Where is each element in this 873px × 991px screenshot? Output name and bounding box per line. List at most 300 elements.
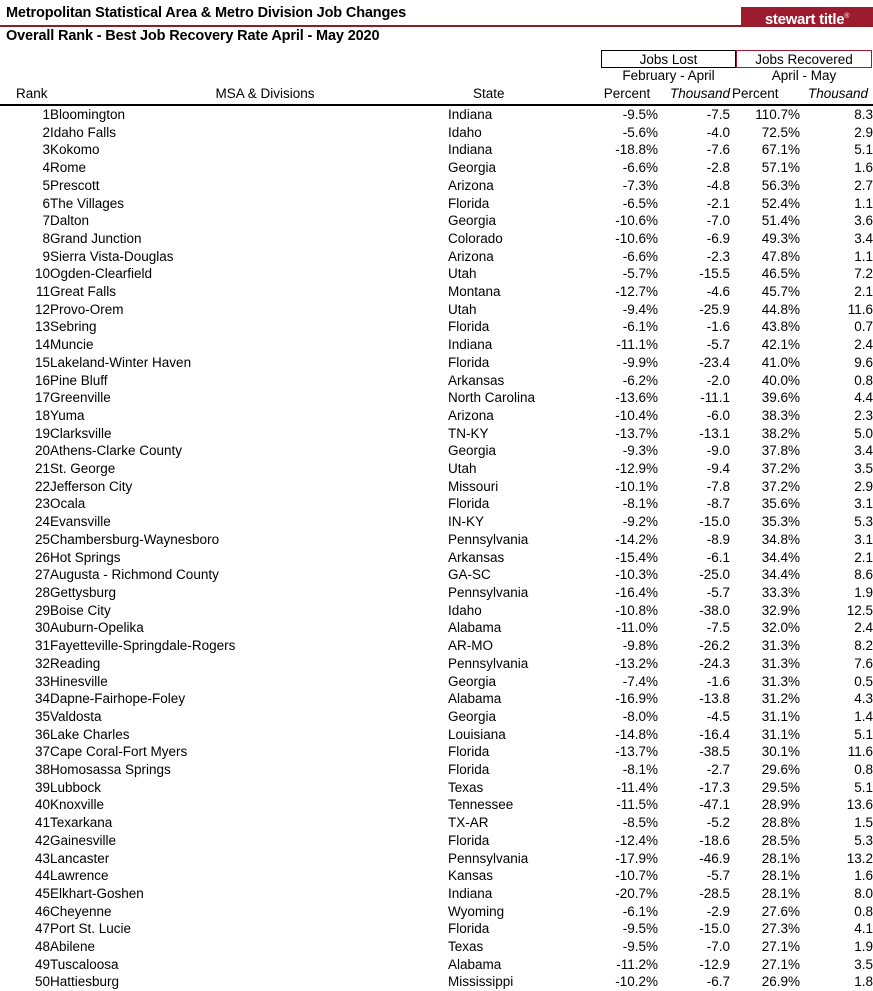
cell-recovered-thousand: 2.9	[854, 478, 873, 494]
cell-lost-thousand: -38.0	[699, 602, 730, 618]
job-changes-table	[0, 106, 873, 991]
cell-state: Tennessee	[448, 797, 514, 813]
cell-recovered-thousand: 5.3	[854, 832, 873, 848]
cell-recovered-percent: 38.3%	[761, 407, 800, 423]
cell-rank: 5	[42, 177, 50, 193]
cell-rank: 7	[42, 213, 50, 229]
table-row	[0, 761, 873, 779]
cell-state: Florida	[448, 319, 490, 335]
cell-recovered-percent: 27.3%	[761, 921, 800, 937]
cell-lost-thousand: -5.2	[706, 815, 730, 831]
cell-state: Idaho	[448, 602, 482, 618]
cell-lost-thousand: -25.9	[699, 301, 730, 317]
cell-state: Arkansas	[448, 372, 505, 388]
cell-lost-thousand: -23.4	[699, 354, 730, 370]
cell-state: TN-KY	[448, 425, 489, 441]
table-row	[0, 460, 873, 478]
cell-recovered-thousand: 7.2	[854, 266, 873, 282]
cell-lost-percent: -7.3%	[622, 177, 658, 193]
cell-rank: 40	[34, 797, 50, 813]
cell-msa: Abilene	[50, 939, 96, 955]
column-header-msa-divisions: MSA & Divisions	[215, 86, 315, 101]
cell-state: Montana	[448, 284, 501, 300]
cell-lost-thousand: -4.6	[706, 284, 730, 300]
cell-rank: 28	[34, 584, 50, 600]
cell-rank: 32	[34, 655, 50, 671]
cell-state: Georgia	[448, 673, 497, 689]
cell-lost-thousand: -16.4	[699, 726, 730, 742]
cell-recovered-percent: 43.8%	[761, 319, 800, 335]
cell-msa: Reading	[50, 655, 101, 671]
cell-rank: 33	[34, 673, 50, 689]
cell-msa: Sebring	[50, 319, 97, 335]
column-period-row	[0, 68, 873, 86]
cell-lost-thousand: -2.7	[706, 762, 730, 778]
cell-lost-thousand: -4.0	[706, 124, 730, 140]
cell-msa: Yuma	[50, 407, 85, 423]
table-row	[0, 867, 873, 885]
cell-rank: 43	[34, 850, 50, 866]
cell-lost-thousand: -7.0	[706, 213, 730, 229]
cell-recovered-thousand: 1.9	[854, 939, 873, 955]
cell-recovered-percent: 56.3%	[761, 177, 800, 193]
group-header-jobs-recovered: Jobs Recovered	[736, 50, 872, 68]
cell-recovered-percent: 27.6%	[761, 903, 800, 919]
cell-lost-thousand: -7.8	[706, 478, 730, 494]
cell-rank: 37	[34, 744, 50, 760]
cell-msa: Ogden-Clearfield	[50, 266, 153, 282]
cell-rank: 48	[34, 939, 50, 955]
cell-recovered-thousand: 2.4	[854, 620, 873, 636]
cell-state: Utah	[448, 266, 477, 282]
cell-state: Kansas	[448, 868, 494, 884]
data-table-area	[0, 106, 873, 991]
cell-recovered-percent: 51.4%	[761, 213, 800, 229]
table-row	[0, 354, 873, 372]
cell-recovered-percent: 110.7%	[755, 107, 800, 122]
cell-recovered-percent: 28.1%	[761, 850, 800, 866]
cell-msa: Dapne-Fairhope-Foley	[50, 691, 186, 707]
cell-state: Indiana	[448, 337, 493, 353]
cell-recovered-thousand: 1.9	[854, 584, 873, 600]
cell-recovered-percent: 38.2%	[761, 425, 800, 441]
cell-lost-thousand: -7.5	[706, 107, 730, 122]
cell-recovered-percent: 34.8%	[761, 531, 800, 547]
cell-msa: Athens-Clarke County	[50, 443, 183, 459]
cell-rank: 19	[34, 425, 50, 441]
cell-state: Arkansas	[448, 549, 505, 565]
cell-msa: Muncie	[50, 337, 94, 353]
cell-lost-thousand: -5.7	[706, 868, 730, 884]
cell-recovered-percent: 52.4%	[761, 195, 800, 211]
table-row	[0, 531, 873, 549]
cell-lost-thousand: -5.7	[706, 337, 730, 353]
cell-recovered-percent: 29.6%	[761, 762, 800, 778]
cell-rank: 3	[42, 142, 50, 158]
cell-lost-thousand: -28.5	[699, 885, 730, 901]
cell-recovered-thousand: 1.8	[854, 974, 873, 990]
cell-rank: 36	[34, 726, 50, 742]
cell-state: Utah	[448, 301, 477, 317]
cell-recovered-percent: 46.5%	[761, 266, 800, 282]
table-row	[0, 920, 873, 938]
table-body	[0, 106, 873, 991]
cell-state: Pennsylvania	[448, 531, 529, 547]
cell-lost-percent: -13.7%	[615, 744, 658, 760]
table-row	[0, 389, 873, 407]
table-row	[0, 106, 873, 124]
cell-recovered-thousand: 3.5	[854, 956, 873, 972]
cell-msa: Lake Charles	[50, 726, 130, 742]
cell-msa: Augusta - Richmond County	[50, 567, 219, 583]
cell-msa: Prescott	[50, 177, 100, 193]
brand-text: stewart title	[764, 11, 845, 28]
cell-recovered-thousand: 0.5	[854, 673, 873, 689]
table-row	[0, 973, 873, 991]
cell-msa: Bloomington	[50, 107, 126, 122]
cell-msa: Kokomo	[50, 142, 100, 158]
cell-recovered-percent: 31.3%	[761, 673, 800, 689]
cell-msa: Greenville	[50, 390, 111, 406]
cell-lost-percent: -10.8%	[615, 602, 658, 618]
cell-lost-percent: -10.6%	[615, 213, 658, 229]
cell-state: Mississippi	[448, 974, 514, 990]
cell-lost-percent: -12.4%	[615, 832, 658, 848]
cell-msa: Great Falls	[50, 284, 117, 300]
column-header-lost-percent: Percent	[603, 86, 651, 101]
cell-msa: Evansville	[50, 514, 111, 530]
cell-lost-thousand: -38.5	[699, 744, 730, 760]
column-group-header-row	[0, 50, 873, 68]
cell-lost-percent: -9.3%	[622, 443, 658, 459]
cell-lost-thousand: -25.0	[699, 567, 730, 583]
cell-recovered-percent: 35.3%	[761, 514, 800, 530]
cell-rank: 9	[42, 248, 50, 264]
cell-lost-percent: -6.2%	[622, 372, 658, 388]
cell-lost-thousand: -15.5	[699, 266, 730, 282]
cell-msa: Port St. Lucie	[50, 921, 132, 937]
column-header-rank: Rank	[16, 86, 48, 101]
cell-msa: St. George	[50, 461, 116, 477]
table-row	[0, 336, 873, 354]
cell-recovered-percent: 29.5%	[761, 779, 800, 795]
cell-msa: Lakeland-Winter Haven	[50, 354, 192, 370]
table-row	[0, 248, 873, 266]
cell-state: TX-AR	[448, 815, 489, 831]
cell-recovered-percent: 32.9%	[761, 602, 800, 618]
cell-rank: 8	[42, 230, 50, 246]
cell-lost-thousand: -4.5	[706, 708, 730, 724]
report-header	[0, 0, 873, 48]
cell-lost-percent: -12.9%	[615, 461, 658, 477]
cell-lost-percent: -9.5%	[622, 921, 658, 937]
cell-lost-thousand: -6.0	[706, 407, 730, 423]
table-row	[0, 301, 873, 319]
cell-recovered-percent: 31.3%	[761, 655, 800, 671]
cell-recovered-percent: 34.4%	[761, 549, 800, 565]
table-row	[0, 885, 873, 903]
cell-lost-percent: -6.6%	[622, 248, 658, 264]
cell-msa: Idaho Falls	[50, 124, 117, 140]
cell-recovered-thousand: 3.1	[854, 496, 873, 512]
cell-lost-thousand: -1.6	[706, 319, 730, 335]
cell-lost-percent: -17.9%	[615, 850, 658, 866]
cell-msa: Valdosta	[50, 708, 102, 724]
cell-rank: 25	[34, 531, 50, 547]
cell-lost-percent: -10.7%	[615, 868, 658, 884]
cell-recovered-thousand: 4.1	[854, 921, 873, 937]
cell-msa: Gainesville	[50, 832, 117, 848]
cell-msa: Fayetteville-Springdale-Rogers	[50, 638, 236, 654]
cell-recovered-percent: 72.5%	[761, 124, 800, 140]
cell-lost-thousand: -2.8	[706, 160, 730, 176]
table-row	[0, 708, 873, 726]
cell-lost-percent: -16.9%	[615, 691, 658, 707]
cell-lost-thousand: -11.1	[700, 390, 730, 406]
table-row	[0, 938, 873, 956]
cell-state: Arizona	[448, 177, 494, 193]
table-row	[0, 318, 873, 336]
cell-recovered-thousand: 2.9	[854, 124, 873, 140]
cell-recovered-thousand: 3.4	[854, 230, 873, 246]
table-row	[0, 495, 873, 513]
cell-recovered-thousand: 7.6	[854, 655, 873, 671]
cell-lost-percent: -18.8%	[615, 142, 658, 158]
cell-lost-thousand: -4.8	[706, 177, 730, 193]
cell-recovered-percent: 44.8%	[761, 301, 800, 317]
cell-rank: 49	[34, 956, 50, 972]
cell-state: Florida	[448, 832, 490, 848]
cell-lost-thousand: -15.0	[699, 921, 730, 937]
cell-rank: 22	[34, 478, 50, 494]
cell-rank: 50	[34, 974, 50, 990]
cell-recovered-percent: 57.1%	[761, 160, 800, 176]
cell-lost-percent: -10.2%	[615, 974, 658, 990]
cell-msa: Jefferson City	[50, 478, 133, 494]
cell-recovered-thousand: 8.3	[854, 107, 873, 122]
table-row	[0, 230, 873, 248]
cell-msa: Hot Springs	[50, 549, 121, 565]
cell-msa: Grand Junction	[50, 230, 142, 246]
cell-recovered-percent: 37.2%	[761, 478, 800, 494]
cell-recovered-thousand: 5.3	[854, 514, 873, 530]
cell-lost-percent: -11.2%	[616, 956, 658, 972]
cell-state: AR-MO	[448, 638, 493, 654]
cell-recovered-percent: 28.5%	[761, 832, 800, 848]
stewart-title-logo	[741, 7, 873, 26]
cell-lost-thousand: -12.9	[699, 956, 730, 972]
cell-msa: Lancaster	[50, 850, 110, 866]
table-row	[0, 265, 873, 283]
cell-lost-thousand: -8.9	[706, 531, 730, 547]
cell-msa: Knoxville	[50, 797, 105, 813]
cell-recovered-thousand: 2.1	[854, 549, 873, 565]
cell-recovered-thousand: 1.1	[854, 195, 873, 211]
table-row	[0, 743, 873, 761]
cell-rank: 18	[34, 407, 50, 423]
cell-recovered-thousand: 13.6	[846, 797, 873, 813]
cell-state: Florida	[448, 195, 490, 211]
cell-recovered-percent: 31.1%	[761, 708, 800, 724]
cell-lost-thousand: -15.0	[699, 514, 730, 530]
cell-lost-percent: -8.1%	[622, 496, 658, 512]
cell-msa: Boise City	[50, 602, 111, 618]
cell-rank: 17	[34, 390, 50, 406]
cell-lost-percent: -13.6%	[615, 390, 658, 406]
table-row	[0, 690, 873, 708]
cell-rank: 34	[34, 691, 50, 707]
cell-rank: 4	[42, 160, 50, 176]
cell-state: Florida	[448, 496, 490, 512]
cell-lost-thousand: -9.4	[706, 461, 730, 477]
cell-msa: Cape Coral-Fort Myers	[50, 744, 188, 760]
cell-recovered-thousand: 8.2	[854, 638, 873, 654]
cell-recovered-thousand: 2.7	[854, 177, 873, 193]
cell-recovered-percent: 35.6%	[761, 496, 800, 512]
cell-lost-thousand: -6.9	[706, 230, 730, 246]
cell-msa: The Villages	[50, 195, 125, 211]
cell-state: Colorado	[448, 230, 503, 246]
table-row	[0, 159, 873, 177]
cell-rank: 1	[42, 107, 50, 122]
table-row	[0, 602, 873, 620]
cell-lost-percent: -6.6%	[622, 160, 658, 176]
cell-state: Wyoming	[448, 903, 505, 919]
cell-rank: 12	[34, 301, 50, 317]
cell-lost-thousand: -13.8	[699, 691, 730, 707]
cell-rank: 10	[34, 266, 50, 282]
cell-rank: 39	[34, 779, 50, 795]
cell-lost-percent: -11.4%	[616, 779, 658, 795]
cell-lost-percent: -16.4%	[615, 584, 658, 600]
table-row	[0, 566, 873, 584]
cell-lost-percent: -14.2%	[615, 531, 658, 547]
cell-msa: Tuscaloosa	[50, 956, 119, 972]
cell-rank: 20	[34, 443, 50, 459]
cell-state: Arizona	[448, 248, 494, 264]
cell-state: Indiana	[448, 142, 493, 158]
cell-lost-thousand: -6.1	[706, 549, 730, 565]
cell-lost-percent: -14.8%	[615, 726, 658, 742]
cell-state: GA-SC	[448, 567, 491, 583]
cell-recovered-thousand: 3.5	[854, 461, 873, 477]
cell-rank: 6	[42, 195, 50, 211]
cell-lost-percent: -9.5%	[622, 939, 658, 955]
cell-msa: Dalton	[50, 213, 90, 229]
cell-recovered-thousand: 1.4	[854, 708, 873, 724]
cell-recovered-percent: 31.3%	[761, 638, 800, 654]
column-header-recovered-percent: Percent	[732, 86, 779, 101]
period-jobs-lost: February - April	[622, 68, 715, 83]
cell-lost-thousand: -24.3	[699, 655, 730, 671]
cell-recovered-percent: 30.1%	[761, 744, 800, 760]
cell-recovered-thousand: 13.2	[846, 850, 873, 866]
cell-state: North Carolina	[448, 390, 536, 406]
cell-lost-percent: -13.7%	[615, 425, 658, 441]
cell-rank: 23	[34, 496, 50, 512]
registered-trademark-icon: ®	[844, 13, 850, 20]
cell-state: Georgia	[448, 708, 497, 724]
cell-lost-percent: -5.7%	[622, 266, 658, 282]
table-row	[0, 283, 873, 301]
cell-recovered-thousand: 4.3	[854, 691, 873, 707]
cell-recovered-thousand: 5.1	[854, 779, 873, 795]
cell-msa: Hinesville	[50, 673, 108, 689]
cell-recovered-percent: 67.1%	[761, 142, 800, 158]
cell-state: Georgia	[448, 160, 497, 176]
cell-recovered-percent: 31.1%	[761, 726, 800, 742]
cell-lost-percent: -9.2%	[622, 514, 658, 530]
table-row	[0, 141, 873, 159]
table-row	[0, 372, 873, 390]
table-row	[0, 124, 873, 142]
cell-recovered-percent: 42.1%	[761, 337, 800, 353]
cell-msa: Texarkana	[50, 815, 113, 831]
table-row	[0, 796, 873, 814]
cell-lost-percent: -13.2%	[615, 655, 658, 671]
cell-rank: 13	[34, 319, 50, 335]
cell-state: Alabama	[448, 620, 502, 636]
table-row	[0, 637, 873, 655]
cell-lost-percent: -6.5%	[622, 195, 658, 211]
cell-lost-thousand: -13.1	[699, 425, 730, 441]
table-row	[0, 655, 873, 673]
cell-recovered-percent: 49.3%	[761, 230, 800, 246]
cell-recovered-thousand: 11.6	[847, 744, 873, 760]
cell-msa: Gettysburg	[50, 584, 117, 600]
cell-recovered-thousand: 8.0	[854, 885, 873, 901]
cell-lost-thousand: -2.1	[706, 195, 730, 211]
cell-state: Florida	[448, 744, 490, 760]
cell-state: Arizona	[448, 407, 494, 423]
cell-lost-thousand: -46.9	[699, 850, 730, 866]
cell-state: Idaho	[448, 124, 482, 140]
cell-state: Pennsylvania	[448, 850, 529, 866]
cell-recovered-thousand: 5.0	[854, 425, 873, 441]
cell-msa: Homosassa Springs	[50, 762, 171, 778]
table-row	[0, 195, 873, 213]
cell-lost-thousand: -7.6	[706, 142, 730, 158]
table-row	[0, 584, 873, 602]
page-subtitle: Overall Rank - Best Job Recovery Rate April - May 2020	[6, 28, 380, 44]
column-header-row	[0, 86, 873, 104]
cell-recovered-thousand: 5.1	[854, 142, 873, 158]
cell-rank: 24	[34, 514, 50, 530]
cell-recovered-thousand: 12.5	[846, 602, 873, 618]
cell-state: Georgia	[448, 443, 497, 459]
cell-lost-percent: -6.1%	[622, 319, 658, 335]
cell-rank: 15	[34, 354, 50, 370]
cell-lost-thousand: -2.9	[706, 903, 730, 919]
table-row	[0, 442, 873, 460]
cell-state: Florida	[448, 921, 490, 937]
cell-lost-percent: -7.4%	[622, 673, 658, 689]
cell-lost-thousand: -17.3	[699, 779, 730, 795]
cell-recovered-percent: 27.1%	[761, 956, 800, 972]
cell-lost-thousand: -26.2	[699, 638, 730, 654]
cell-lost-percent: -10.1%	[615, 478, 658, 494]
cell-recovered-percent: 28.1%	[761, 885, 800, 901]
cell-recovered-percent: 27.1%	[761, 939, 800, 955]
cell-lost-percent: -10.3%	[615, 567, 658, 583]
cell-state: IN-KY	[448, 514, 485, 530]
cell-recovered-percent: 37.8%	[761, 443, 800, 459]
cell-lost-percent: -11.0%	[616, 620, 658, 636]
cell-lost-percent: -12.7%	[615, 284, 658, 300]
cell-rank: 35	[34, 708, 50, 724]
table-row	[0, 956, 873, 974]
table-row	[0, 779, 873, 797]
